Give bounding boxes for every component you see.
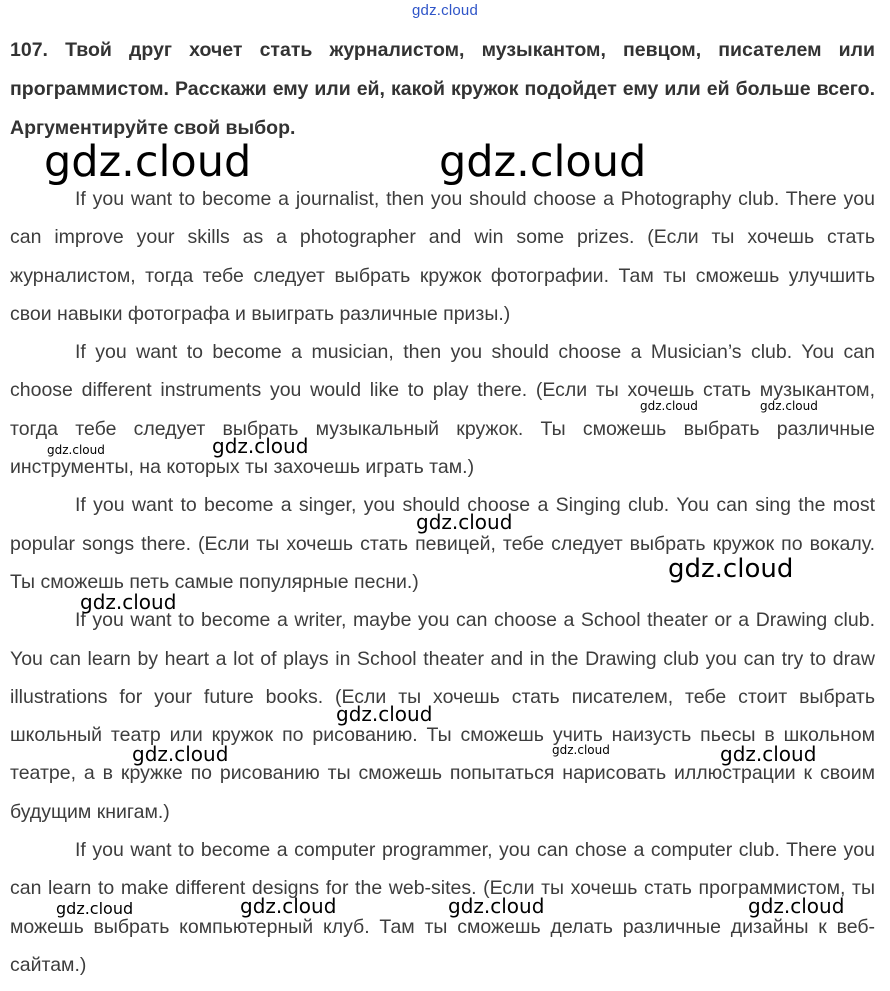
- watermark: gdz.cloud: [448, 894, 545, 918]
- watermark: gdz.cloud: [720, 742, 817, 766]
- paragraph-musician: If you want to become a musician, then you should choose a Musician’s club. You can choose different instruments you would like to play there. (Если ты хочешь стать музыкантом, тогда тебе следует выбрать музыкальный кружок. Ты сможешь выбрать различные инструменты, на которых ты захочешь играть там.): [10, 341, 875, 479]
- watermark: gdz.cloud: [212, 434, 309, 458]
- watermark: gdz.cloud: [132, 742, 229, 766]
- watermark: gdz.cloud: [240, 894, 337, 918]
- watermark: gdz.cloud: [668, 554, 794, 584]
- site-header-watermark: gdz.cloud: [411, 2, 478, 19]
- watermark: gdz.cloud: [552, 743, 610, 757]
- paragraph-programmer: If you want to become a computer programmer, you can chose a computer club. There you can learn to make different designs for the web-sites. (Если ты хочешь стать программистом, ты можешь выбрать компьютерный клуб. Там ты сможешь делать различные дизайны к веб-сайтам.): [10, 839, 875, 976]
- paragraph-journalist: If you want to become a journalist, then you should choose a Photography club. There you can improve your skills as a photographer and win some prizes. (Если ты хочешь стать журналистом, тогда тебе следует выбрать кружок фотографии. Там ты сможешь улучшить свои навыки фотографа и выиграть различные призы.): [10, 188, 875, 325]
- paragraph-writer: If you want to become a writer, maybe you can choose a School theater or a Drawing club. You can learn by heart a lot of plays in School theater and in the Drawing club you can try to draw illustrations for your future books. (Если ты хочешь стать писателем, тебе стоит выбрать школьный театр или кружок по рисованию. Ты сможешь учить наизусть пьесы в школьном театре, а в кружке по рисованию ты сможешь попытаться нарисовать иллюстрации к своим будущим книгам.): [10, 609, 875, 823]
- watermark: gdz.cloud: [640, 399, 698, 413]
- watermark: gdz.cloud: [47, 443, 105, 457]
- watermark: gdz.cloud: [80, 590, 177, 614]
- watermark: gdz.cloud: [44, 137, 252, 187]
- watermark: gdz.cloud: [748, 894, 845, 918]
- watermark: gdz.cloud: [56, 899, 134, 918]
- watermark: gdz.cloud: [439, 137, 647, 187]
- watermark: gdz.cloud: [760, 399, 818, 413]
- watermark: gdz.cloud: [416, 510, 513, 534]
- watermark: gdz.cloud: [336, 702, 433, 726]
- task-heading: 107. Твой друг хочет стать журналистом, музыкантом, певцом, писателем или программистом. Расскажи ему или ей, какой кружок подойдет ему или ей больше всего. Аргументируйте свой выбор.: [10, 39, 875, 139]
- paragraph-singer: If you want to become a singer, you should choose a Singing club. You can sing the most popular songs there. (Если ты хочешь стать певицей, тебе следует выбрать кружок по вокалу. Ты сможешь петь самые популярные песни.): [10, 494, 875, 593]
